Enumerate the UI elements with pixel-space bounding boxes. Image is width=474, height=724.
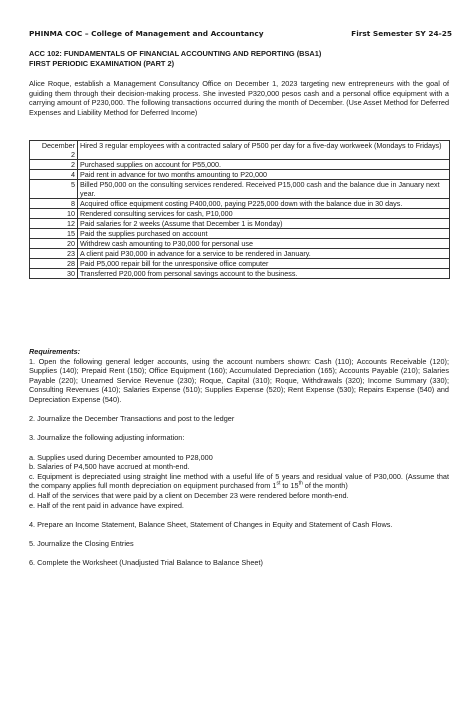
problem-intro: Alice Roque, establish a Management Consultancy Office on December 1, 2023 targeting new entrepreneurs with the goal of guiding them through their decision-making process. She invested P320,000 pesos cash and a personal office equipment with a carrying amount of P230,000. The following transactions occurred during the month of December. (Use Asset Method for Deferred Expenses and Liability Method for Deferred Income)	[29, 79, 449, 117]
page-header	[29, 29, 452, 38]
transactions-table-body	[30, 141, 450, 279]
transaction-date	[30, 239, 78, 249]
transaction-row	[30, 269, 450, 279]
transaction-day: 10	[67, 209, 75, 218]
requirement-1: 1. Open the following general ledger accounts, using the account numbers shown: Cash (110); Accounts Receivable (120); Supplies (140); Prepaid Rent (150); Office Equipment (160); Accumulated Depreciation (165); Accounts Payable (210); Salaries Payable (220); Unearned Service Revenue (230); Roque, Capital (310); Roque, Withdrawals (320); Income Summary (330); Consulting Revenues (410); Salaries Expense (510); Supplies Expense (520); Rent Expense (530); Repairs Expense (540) and Depreciation Expense (540).	[29, 356, 449, 404]
transaction-date	[30, 229, 78, 239]
transaction-description: Hired 3 regular employees with a contracted salary of P500 per day for a five-day workweek (Mondays to Fridays)	[78, 141, 450, 160]
transaction-month: December	[41, 141, 75, 150]
adjustment-b: b. Salaries of P4,500 have accrued at month-end.	[29, 462, 190, 472]
transaction-description: Paid P5,000 repair bill for the unresponsive office computer	[78, 259, 450, 269]
transaction-date	[30, 269, 78, 279]
requirement-2: 2. Journalize the December Transactions and post to the ledger	[29, 414, 235, 424]
transaction-row	[30, 249, 450, 259]
transaction-day: 20	[67, 239, 75, 248]
transaction-description: Acquired office equipment costing P400,000, paying P225,000 down with the balance due in 30 days.	[78, 199, 450, 209]
transaction-date	[30, 141, 78, 160]
requirements-heading: Requirements:	[29, 347, 81, 356]
transaction-date	[30, 199, 78, 209]
transaction-description: Purchased supplies on account for P55,000.	[78, 160, 450, 170]
transaction-description: Rendered consulting services for cash, P10,000	[78, 209, 450, 219]
school-name: PHINMA COC – College of Management and Accountancy	[29, 29, 264, 38]
transaction-description: A client paid P30,000 in advance for a service to be rendered in January.	[78, 249, 450, 259]
adjustment-d: d. Half of the services that were paid by a client on December 23 were rendered before month-end.	[29, 490, 349, 500]
transaction-day: 4	[71, 170, 75, 179]
requirement-3: 3. Journalize the following adjusting information:	[29, 433, 185, 443]
transaction-date	[30, 219, 78, 229]
transaction-row	[30, 209, 450, 219]
transaction-row	[30, 141, 450, 160]
transaction-date	[30, 259, 78, 269]
transaction-description: Paid the supplies purchased on account	[78, 229, 450, 239]
transaction-row	[30, 170, 450, 180]
transaction-row	[30, 259, 450, 269]
transaction-day: 8	[71, 199, 75, 208]
transaction-day: 5	[71, 180, 75, 189]
requirement-5: 5. Journalize the Closing Entries	[29, 538, 134, 548]
transaction-day: 15	[67, 229, 75, 238]
transaction-date	[30, 249, 78, 259]
adjustment-a: a. Supplies used during December amounted to P28,000	[29, 452, 213, 462]
transaction-row	[30, 229, 450, 239]
exam-titles	[29, 49, 321, 69]
transaction-date	[30, 180, 78, 199]
transactions-table	[29, 140, 450, 279]
transaction-row	[30, 239, 450, 249]
transaction-day: 12	[67, 219, 75, 228]
transaction-day: 30	[67, 269, 75, 278]
transaction-description: Transferred P20,000 from personal savings account to the business.	[78, 269, 450, 279]
transaction-description: Billed P50,000 on the consulting services rendered. Received P15,000 cash and the balance due in January next year.	[78, 180, 450, 199]
course-title: ACC 102: FUNDAMENTALS OF FINANCIAL ACCOUNTING AND REPORTING (BSA1)	[29, 49, 322, 58]
transaction-date	[30, 160, 78, 170]
transaction-row	[30, 199, 450, 209]
transaction-date	[30, 209, 78, 219]
transaction-day: 28	[67, 259, 75, 268]
transaction-day: 23	[67, 249, 75, 258]
transaction-row	[30, 160, 450, 170]
transaction-description: Withdrew cash amounting to P30,000 for personal use	[78, 239, 450, 249]
transaction-description: Paid salaries for 2 weeks (Assume that December 1 is Monday)	[78, 219, 450, 229]
exam-title: FIRST PERIODIC EXAMINATION (PART 2)	[29, 59, 175, 68]
semester-label: First Semester SY 24-25	[351, 29, 452, 38]
transaction-day: 2	[71, 160, 75, 169]
requirement-6: 6. Complete the Worksheet (Unadjusted Trial Balance to Balance Sheet)	[29, 558, 263, 568]
requirements-section	[29, 347, 449, 568]
transaction-row	[30, 180, 450, 199]
transaction-description: Paid rent in advance for two months amounting to P20,000	[78, 170, 450, 180]
adjustment-e: e. Half of the rent paid in advance have expired.	[29, 500, 184, 510]
requirement-4: 4. Prepare an Income Statement, Balance Sheet, Statement of Changes in Equity and Statement of Cash Flows.	[29, 519, 393, 529]
transaction-day: 2	[71, 150, 75, 159]
transaction-row	[30, 219, 450, 229]
adjustment-c: c. Equipment is depreciated using straight line method with a useful life of 5 years and residual value of P30,000. (Assume that the company applies full month depreciation on equipment purchased from 1st to 15th of the month)	[29, 471, 449, 491]
transaction-date	[30, 170, 78, 180]
